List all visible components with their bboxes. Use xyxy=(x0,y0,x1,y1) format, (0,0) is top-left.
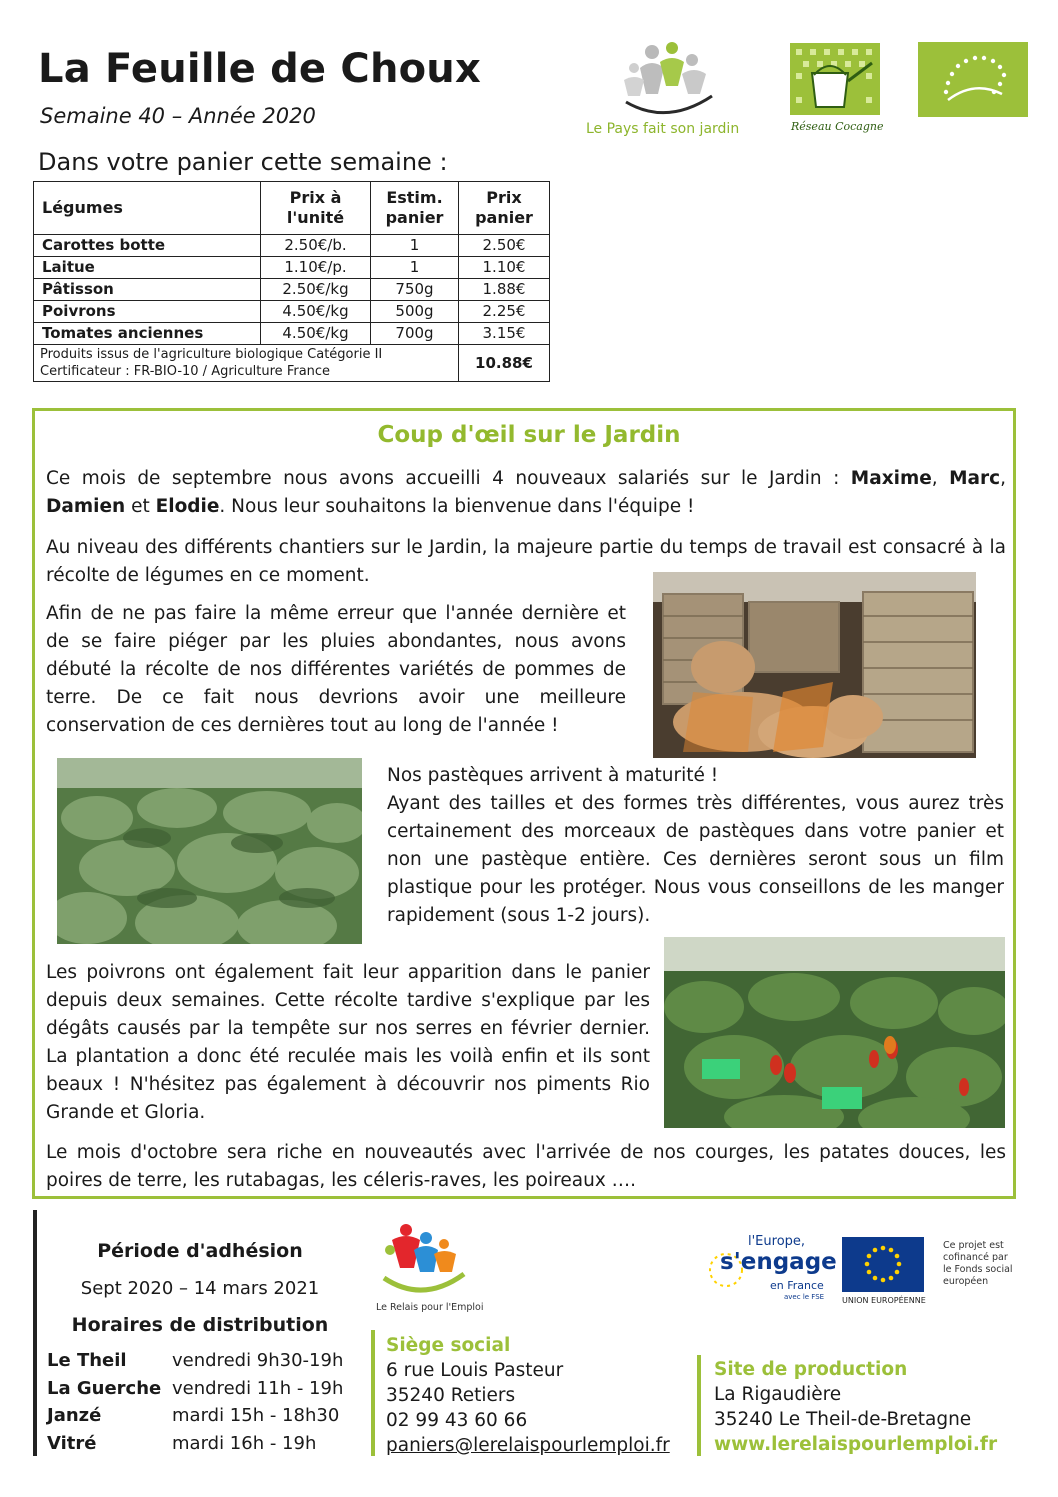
hq-email-link[interactable]: paniers@lerelaispourlemploi.fr xyxy=(386,1435,670,1456)
eu-caption: UNION EUROPÉENNE xyxy=(842,1296,926,1305)
cell-basket-price: 3.15€ xyxy=(459,323,550,345)
site-city: 35240 Le Theil-de-Bretagne xyxy=(714,1409,972,1430)
relais-emploi-logo xyxy=(378,1222,468,1300)
hours-title: Horaires de distribution xyxy=(71,1314,329,1336)
text-run: . Nous leur souhaitons la bienvenue dans l'équipe ! xyxy=(219,496,695,517)
hours-time: vendredi 11h - 19h xyxy=(172,1378,344,1399)
hours-place: La Guerche xyxy=(47,1378,162,1399)
cell-estimate: 750g xyxy=(371,279,459,301)
cell-unit-price: 4.50€/kg xyxy=(261,323,371,345)
table-row xyxy=(34,323,550,345)
basket-table xyxy=(33,181,550,382)
cell-vegetable: Tomates anciennes xyxy=(34,323,261,345)
cell-estimate: 1 xyxy=(371,235,459,257)
paragraph-watermelon: Ayant des tailles et des formes très différentes, vous aurez très certainement des morceaux de pastèques dans votre panier et non une pastèque entière. Ces dernières seront sous un film plastique pour les protéger. Nous vous conseillons de les manger rapidement (sous 1-2 jours). xyxy=(387,793,1004,926)
hq-city: 35240 Retiers xyxy=(386,1385,516,1406)
fse-note: Ce projet est cofinancé par le Fonds social européen xyxy=(943,1240,1013,1287)
footer-divider-left xyxy=(33,1210,37,1456)
site-name: La Rigaudière xyxy=(714,1384,842,1405)
col-header-estimate: Estim. panier xyxy=(371,182,459,235)
cell-basket-price: 1.10€ xyxy=(459,257,550,279)
table-row xyxy=(34,257,550,279)
paragraph-peppers: Les poivrons ont également fait leur apparition dans le panier depuis deux semaines. Cette récolte tardive s'explique par les dégâts causés par la tempête sur nos serres en février dernier. La plantation a donc été reculée mais les voilà enfin et ils sont beaux ! N'hésitez pas également à découvrir nos piments Rio Grande et Gloria. xyxy=(46,962,650,1123)
eu-organic-logo xyxy=(918,42,1028,117)
cell-unit-price: 2.50€/kg xyxy=(261,279,371,301)
site-heading: Site de production xyxy=(714,1359,908,1380)
basket-heading: Dans votre panier cette semaine : xyxy=(38,148,448,176)
table-row xyxy=(34,235,550,257)
cell-vegetable: Carottes botte xyxy=(34,235,261,257)
hours-place: Janzé xyxy=(47,1405,102,1426)
staff-name: Damien xyxy=(46,496,126,517)
cell-estimate: 700g xyxy=(371,323,459,345)
table-footer-row xyxy=(34,345,550,382)
col-header-unit-price: Prix à l'unité xyxy=(261,182,371,235)
cell-vegetable: Poivrons xyxy=(34,301,261,323)
certification-note xyxy=(34,345,459,382)
paragraph-watermelon-intro: Nos pastèques arrivent à maturité ! xyxy=(387,765,719,786)
watermelon-field-photo xyxy=(57,758,362,944)
certification-line-1: Produits issus de l'agriculture biologique Catégorie II xyxy=(40,347,383,362)
hours-time: mardi 15h - 18h30 xyxy=(172,1405,340,1426)
reseau-cocagne-caption: Réseau Cocagne xyxy=(791,120,884,133)
staff-name: Marc xyxy=(949,468,1001,489)
text-run: , xyxy=(931,468,950,489)
pays-jardin-logo xyxy=(612,38,722,118)
hq-heading: Siège social xyxy=(386,1335,511,1356)
table-row xyxy=(34,301,550,323)
website-link[interactable]: www.lerelaispourlemploi.fr xyxy=(714,1434,998,1455)
basket-total: 10.88€ xyxy=(459,345,550,382)
pays-jardin-caption: Le Pays fait son jardin xyxy=(586,121,740,137)
staff-name: Maxime xyxy=(850,468,932,489)
potato-crates-photo xyxy=(653,572,976,758)
text-run: et xyxy=(125,496,156,517)
cell-basket-price: 1.88€ xyxy=(459,279,550,301)
hours-time: mardi 16h - 19h xyxy=(172,1433,317,1454)
cell-vegetable: Laitue xyxy=(34,257,261,279)
hq-street: 6 rue Louis Pasteur xyxy=(386,1360,564,1381)
newsletter-title: La Feuille de Choux xyxy=(38,46,481,92)
table-header-row xyxy=(34,182,550,235)
peppers-greenhouse-photo xyxy=(664,937,1005,1128)
europe-engage-line3: en France xyxy=(770,1279,824,1292)
hq-block xyxy=(386,1333,670,1458)
paragraph-potatoes: Afin de ne pas faire la même erreur que l'année dernière et de se faire piéger par les pluies abondantes, nous avons débuté la récolte de nos différentes variétés de pommes de terre. De ce fait nous devrions avoir une meilleure conservation de ces dernières tout au long de l'année ! xyxy=(46,603,626,736)
membership-title: Période d'adhésion xyxy=(97,1240,303,1262)
hours-time: vendredi 9h30-19h xyxy=(172,1350,344,1371)
paragraph-new-staff xyxy=(46,465,1006,521)
cell-unit-price: 2.50€/b. xyxy=(261,235,371,257)
paragraph-october: Le mois d'octobre sera riche en nouveautés avec l'arrivée de nos courges, les patates douces, les poires de terre, les rutabagas, les céleris-raves, les poireaux …. xyxy=(46,1142,1006,1191)
cell-basket-price: 2.50€ xyxy=(459,235,550,257)
table-row xyxy=(34,279,550,301)
reseau-cocagne-logo xyxy=(790,43,880,115)
membership-dates: Sept 2020 – 14 mars 2021 xyxy=(80,1278,320,1299)
relais-emploi-caption: Le Relais pour l'Emploi xyxy=(376,1302,484,1313)
col-header-vegetables: Légumes xyxy=(34,182,261,235)
issue-subtitle: Semaine 40 – Année 2020 xyxy=(40,104,316,128)
hq-phone[interactable]: 02 99 43 60 66 xyxy=(386,1410,528,1431)
europe-engage-line2: s'engage xyxy=(720,1249,837,1275)
cell-basket-price: 2.25€ xyxy=(459,301,550,323)
cell-unit-price: 1.10€/p. xyxy=(261,257,371,279)
europe-engage-line4: avec le FSE xyxy=(784,1293,825,1301)
cell-estimate: 1 xyxy=(371,257,459,279)
staff-name: Elodie xyxy=(155,496,220,517)
europe-engage-line1: l'Europe, xyxy=(748,1234,806,1249)
footer-divider-site xyxy=(697,1355,701,1456)
cell-estimate: 500g xyxy=(371,301,459,323)
hours-place: Vitré xyxy=(47,1433,97,1454)
garden-section-title: Coup d'œil sur le Jardin xyxy=(377,422,681,448)
text-run: Ce mois de septembre nous avons accueilli 4 nouveaux salariés sur le Jardin : xyxy=(46,468,851,489)
col-header-basket-price: Prix panier xyxy=(459,182,550,235)
cell-vegetable: Pâtisson xyxy=(34,279,261,301)
paragraph-harvest-work: Au niveau des différents chantiers sur le Jardin, la majeure partie du temps de travail est consacré à la récolte de légumes en ce moment. xyxy=(46,537,1006,586)
eu-flag-icon xyxy=(842,1237,924,1292)
cell-unit-price: 4.50€/kg xyxy=(261,301,371,323)
site-block xyxy=(714,1357,997,1457)
footer-divider-hq xyxy=(371,1330,375,1456)
certification-line-2: Certificateur : FR-BIO-10 / Agriculture France xyxy=(40,364,331,379)
text-run: , xyxy=(1000,468,1007,489)
hours-place: Le Theil xyxy=(47,1350,127,1371)
